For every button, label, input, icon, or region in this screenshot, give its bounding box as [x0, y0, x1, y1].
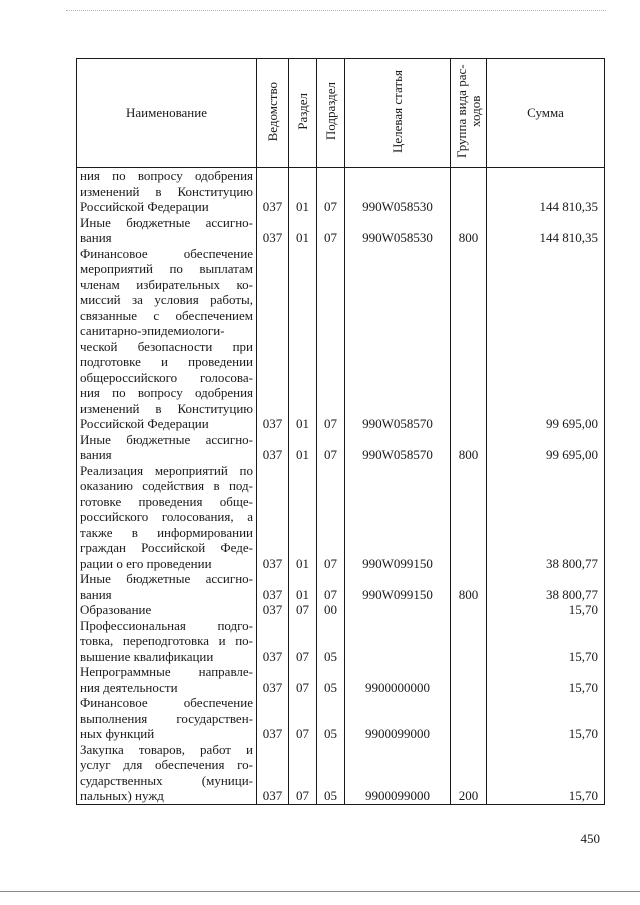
row-name-line: российского голосования, а — [80, 509, 253, 524]
row-name-line: ния деятельности — [80, 679, 178, 695]
row-summa-cell: 15,70 — [487, 664, 605, 695]
row-name-line: товка, переподготовка и по- — [80, 633, 253, 648]
row-vedomstvo-cell: 037 — [257, 432, 289, 463]
row-name-line: Иные бюджетные ассигно- — [80, 431, 253, 447]
row-celevaya-statya-cell: 990W058570 — [345, 432, 451, 463]
row-name-line: Российской Федерации — [80, 199, 209, 214]
page-number: 450 — [580, 831, 600, 846]
row-razdel-cell: 01 — [289, 432, 317, 463]
row-celevaya-statya-cell — [345, 618, 451, 665]
row-name-line: Иные бюджетные ассигно- — [80, 571, 253, 586]
row-name-line: услуг для обеспечения го- — [80, 757, 253, 772]
row-gruppa-cell — [451, 168, 487, 215]
row-name-line: вания — [80, 586, 112, 602]
row-name-line: Образование — [80, 602, 152, 617]
row-name-line: миссий за условия работы, — [80, 292, 253, 307]
table-row — [77, 695, 605, 742]
row-celevaya-statya-cell: 990W058530 — [345, 168, 451, 215]
row-razdel-cell: 01 — [289, 215, 317, 246]
row-name-line: ния по вопросу одобрения — [80, 385, 253, 400]
row-name-line: подготовке и проведении — [80, 354, 253, 369]
row-celevaya-statya-cell: 9900099000 — [345, 742, 451, 805]
row-gruppa-cell: 200 — [451, 742, 487, 805]
row-podrazdel-cell: 07 — [317, 215, 345, 246]
row-gruppa-cell — [451, 618, 487, 665]
row-name-line: вышение квалификации — [80, 648, 214, 664]
row-razdel-cell: 01 — [289, 571, 317, 602]
row-vedomstvo-cell: 037 — [257, 695, 289, 742]
header-podrazdel: Подраздел — [317, 59, 345, 168]
row-name-cell — [77, 432, 257, 463]
table-row — [77, 742, 605, 805]
row-name-line: членам избирательных ко- — [80, 276, 253, 292]
row-podrazdel-cell: 07 — [317, 432, 345, 463]
row-summa-cell: 38 800,77 — [487, 463, 605, 572]
table-row — [77, 246, 605, 432]
row-podrazdel-cell: 05 — [317, 695, 345, 742]
table-row — [77, 215, 605, 246]
row-summa-cell: 15,70 — [487, 695, 605, 742]
row-name-cell — [77, 215, 257, 246]
row-name-line: Реализация мероприятий по — [80, 462, 253, 478]
row-vedomstvo-cell: 037 — [257, 168, 289, 215]
row-podrazdel-cell: 05 — [317, 664, 345, 695]
row-gruppa-cell: 800 — [451, 215, 487, 246]
row-name-line: граждан Российской Феде- — [80, 540, 253, 555]
row-podrazdel-cell: 07 — [317, 571, 345, 602]
row-gruppa-cell — [451, 246, 487, 432]
table-row — [77, 463, 605, 572]
row-vedomstvo-cell: 037 — [257, 246, 289, 432]
row-summa-cell: 15,70 — [487, 602, 605, 618]
table-row — [77, 602, 605, 618]
header-name: Наименование — [77, 59, 257, 168]
header-gruppa-vida-rashodov: Группа вида рас-ходов — [451, 59, 487, 168]
row-name-line: сударственных (муници- — [80, 772, 253, 788]
row-celevaya-statya-cell: 9900099000 — [345, 695, 451, 742]
row-name-line: оказанию содействия в под- — [80, 478, 253, 493]
row-name-line: Финансовое обеспечение — [80, 245, 253, 261]
row-name-line: изменений в Конституцию — [80, 400, 253, 416]
row-razdel-cell: 07 — [289, 742, 317, 805]
row-gruppa-cell — [451, 695, 487, 742]
row-razdel-cell: 07 — [289, 664, 317, 695]
row-name-cell — [77, 463, 257, 572]
table-row — [77, 432, 605, 463]
table-row — [77, 168, 605, 215]
table-row — [77, 618, 605, 665]
row-podrazdel-cell: 07 — [317, 246, 345, 432]
row-name-line: ния по вопросу одобрения — [80, 168, 253, 183]
row-summa-cell: 15,70 — [487, 742, 605, 805]
row-name-line: вания — [80, 447, 112, 462]
row-name-line: изменений в Конституцию — [80, 183, 253, 199]
row-name-line: мероприятий по выплатам — [80, 261, 253, 276]
row-vedomstvo-cell: 037 — [257, 742, 289, 805]
row-celevaya-statya-cell: 990W058530 — [345, 215, 451, 246]
row-name-cell — [77, 618, 257, 665]
row-name-line: Иные бюджетные ассигно- — [80, 214, 253, 230]
row-name-line: выполнения государствен- — [80, 710, 253, 726]
row-summa-cell: 144 810,35 — [487, 168, 605, 215]
row-podrazdel-cell: 05 — [317, 742, 345, 805]
header-vedomstvo: Ведомство — [257, 59, 289, 168]
row-name-line: Финансовое обеспечение — [80, 695, 253, 710]
row-name-line: Закупка товаров, работ и — [80, 741, 253, 757]
header-row — [77, 59, 605, 168]
row-name-line: ных функций — [80, 726, 155, 741]
row-gruppa-cell: 800 — [451, 571, 487, 602]
row-razdel-cell: 01 — [289, 168, 317, 215]
row-name-line: Профессиональная подго- — [80, 617, 253, 633]
row-vedomstvo-cell: 037 — [257, 463, 289, 572]
row-name-cell — [77, 246, 257, 432]
budget-table — [76, 58, 605, 805]
row-gruppa-cell: 800 — [451, 432, 487, 463]
row-gruppa-cell — [451, 602, 487, 618]
row-name-cell — [77, 695, 257, 742]
row-name-line: вания — [80, 230, 112, 245]
row-razdel-cell: 07 — [289, 602, 317, 618]
row-name-line: санитарно-эпидемиологи- — [80, 323, 225, 338]
row-celevaya-statya-cell: 990W099150 — [345, 463, 451, 572]
row-name-line: Российской Федерации — [80, 416, 209, 431]
row-podrazdel-cell: 05 — [317, 618, 345, 665]
row-celevaya-statya-cell: 9900000000 — [345, 664, 451, 695]
row-name-line: пальных) нужд — [80, 788, 164, 803]
row-summa-cell: 99 695,00 — [487, 246, 605, 432]
row-celevaya-statya-cell — [345, 602, 451, 618]
row-vedomstvo-cell: 037 — [257, 571, 289, 602]
row-razdel-cell: 07 — [289, 618, 317, 665]
header-summa: Сумма — [487, 59, 605, 168]
row-name-line: также в информировании — [80, 524, 253, 540]
row-summa-cell: 144 810,35 — [487, 215, 605, 246]
table-row — [77, 571, 605, 602]
row-summa-cell: 99 695,00 — [487, 432, 605, 463]
row-name-cell — [77, 571, 257, 602]
row-podrazdel-cell: 07 — [317, 168, 345, 215]
row-gruppa-cell — [451, 463, 487, 572]
row-name-line: рации о его проведении — [80, 555, 212, 571]
row-summa-cell: 15,70 — [487, 618, 605, 665]
row-name-line: готовке проведения обще- — [80, 493, 253, 509]
row-vedomstvo-cell: 037 — [257, 602, 289, 618]
row-name-line: общероссийского голосова- — [80, 369, 253, 385]
row-razdel-cell: 01 — [289, 463, 317, 572]
page-top-edge — [66, 10, 606, 11]
row-name-cell — [77, 602, 257, 618]
row-celevaya-statya-cell: 990W099150 — [345, 571, 451, 602]
table-row — [77, 664, 605, 695]
row-summa-cell: 38 800,77 — [487, 571, 605, 602]
row-name-line: ческой безопасности при — [80, 338, 253, 354]
row-name-cell — [77, 168, 257, 215]
row-vedomstvo-cell: 037 — [257, 618, 289, 665]
row-vedomstvo-cell: 037 — [257, 664, 289, 695]
row-gruppa-cell — [451, 664, 487, 695]
row-celevaya-statya-cell: 990W058570 — [345, 246, 451, 432]
header-razdel: Раздел — [289, 59, 317, 168]
row-vedomstvo-cell: 037 — [257, 215, 289, 246]
row-name-cell — [77, 664, 257, 695]
header-celevaya-statya: Целевая статья — [345, 59, 451, 168]
table-body — [77, 168, 605, 805]
row-razdel-cell: 01 — [289, 246, 317, 432]
row-name-cell — [77, 742, 257, 805]
row-name-line: связанные с обеспечением — [80, 307, 253, 323]
row-podrazdel-cell: 07 — [317, 463, 345, 572]
row-name-line: Непрограммные направле- — [80, 664, 253, 679]
row-podrazdel-cell: 00 — [317, 602, 345, 618]
row-razdel-cell: 07 — [289, 695, 317, 742]
page-bottom-edge — [0, 891, 640, 892]
